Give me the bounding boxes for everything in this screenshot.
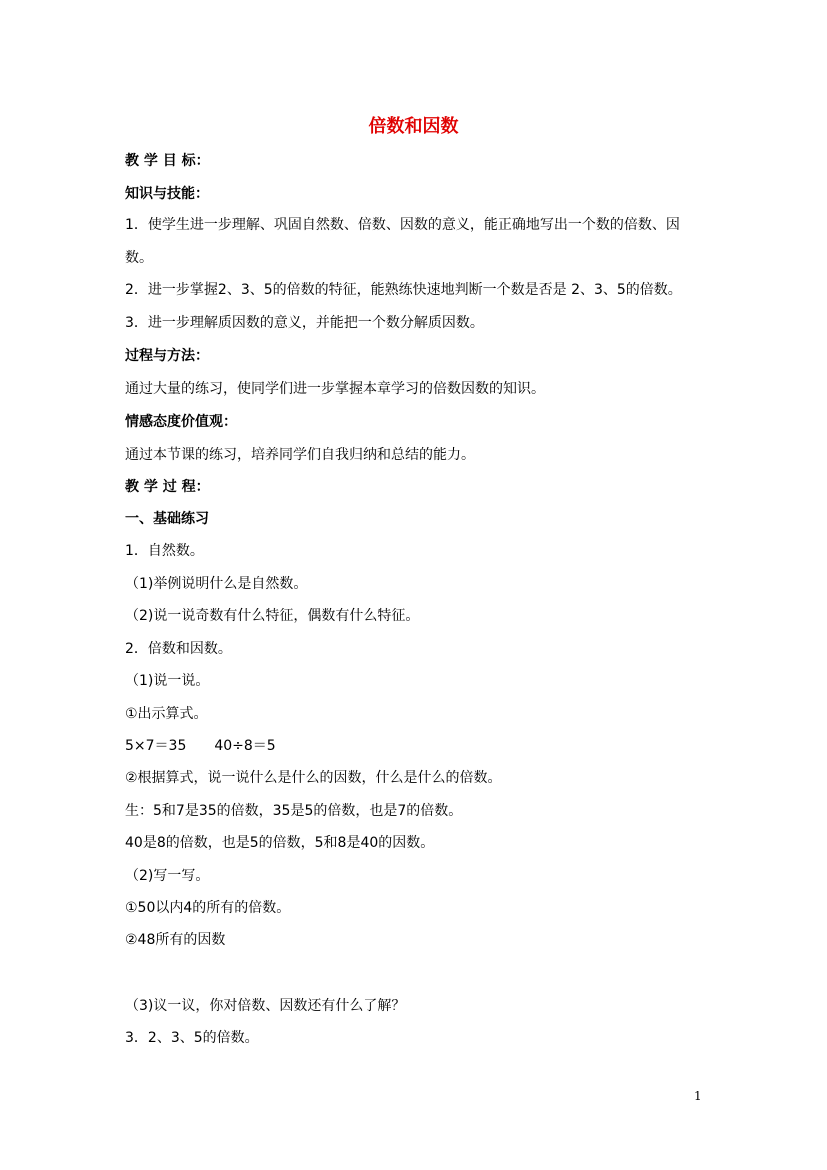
subheading-basic-practice: 一、基础练习 [125, 511, 209, 527]
page-number: 1 [694, 1089, 702, 1103]
practice-subitem: （2)写一写。 [125, 868, 210, 884]
practice-subitem: （2)说一说奇数有什么特征，偶数有什么特征。 [125, 608, 420, 624]
subheading-process-methods: 过程与方法： [125, 348, 209, 364]
goal-item-2: 2．进一步掌握2、3、5的倍数的特征，能熟练快速地判断一个数是否是 2、3、5的倍数。 [125, 282, 682, 298]
document-title: 倍数和因数 [368, 116, 459, 137]
practice-item-natural-numbers: 1．自然数。 [125, 543, 204, 559]
practice-step: ①50以内4的所有的倍数。 [125, 900, 291, 916]
practice-step: ②根据算式，说一说什么是什么的因数，什么是什么的倍数。 [125, 770, 502, 786]
practice-subitem: （1)举例说明什么是自然数。 [125, 576, 308, 592]
practice-step: ①出示算式。 [125, 706, 208, 722]
section-heading-teaching-goals: 教 学 目 标： [125, 153, 210, 169]
student-answer: 40是8的倍数，也是5的倍数，5和8是40的因数。 [125, 835, 435, 851]
practice-subitem: （1)说一说。 [125, 673, 210, 689]
student-answer: 生：5和7是35的倍数，35是5的倍数，也是7的倍数。 [125, 803, 463, 819]
process-text: 通过大量的练习，使同学们进一步掌握本章学习的倍数因数的知识。 [125, 381, 545, 397]
attitude-text: 通过本节课的练习，培养同学们自我归纳和总结的能力。 [125, 447, 475, 463]
subheading-knowledge-skills: 知识与技能： [125, 186, 209, 202]
practice-item-multiples-factors: 2．倍数和因数。 [125, 641, 232, 657]
subheading-attitude-values: 情感态度价值观： [125, 414, 237, 430]
goal-item-3: 3．进一步理解质因数的意义，并能把一个数分解质因数。 [125, 315, 484, 331]
section-heading-teaching-process: 教 学 过 程： [125, 479, 210, 495]
practice-item-multiples-2-3-5: 3．2、3、5的倍数。 [125, 1030, 259, 1046]
practice-subitem: （3)议一议，你对倍数、因数还有什么了解？ [125, 998, 406, 1014]
practice-step: ②48所有的因数 [125, 932, 226, 948]
equation-line: 5×7＝35 40÷8＝5 [125, 738, 276, 754]
goal-item-1: 1．使学生进一步理解、巩固自然数、倍数、因数的意义，能正确地写出一个数的倍数、因数。 [125, 217, 680, 266]
